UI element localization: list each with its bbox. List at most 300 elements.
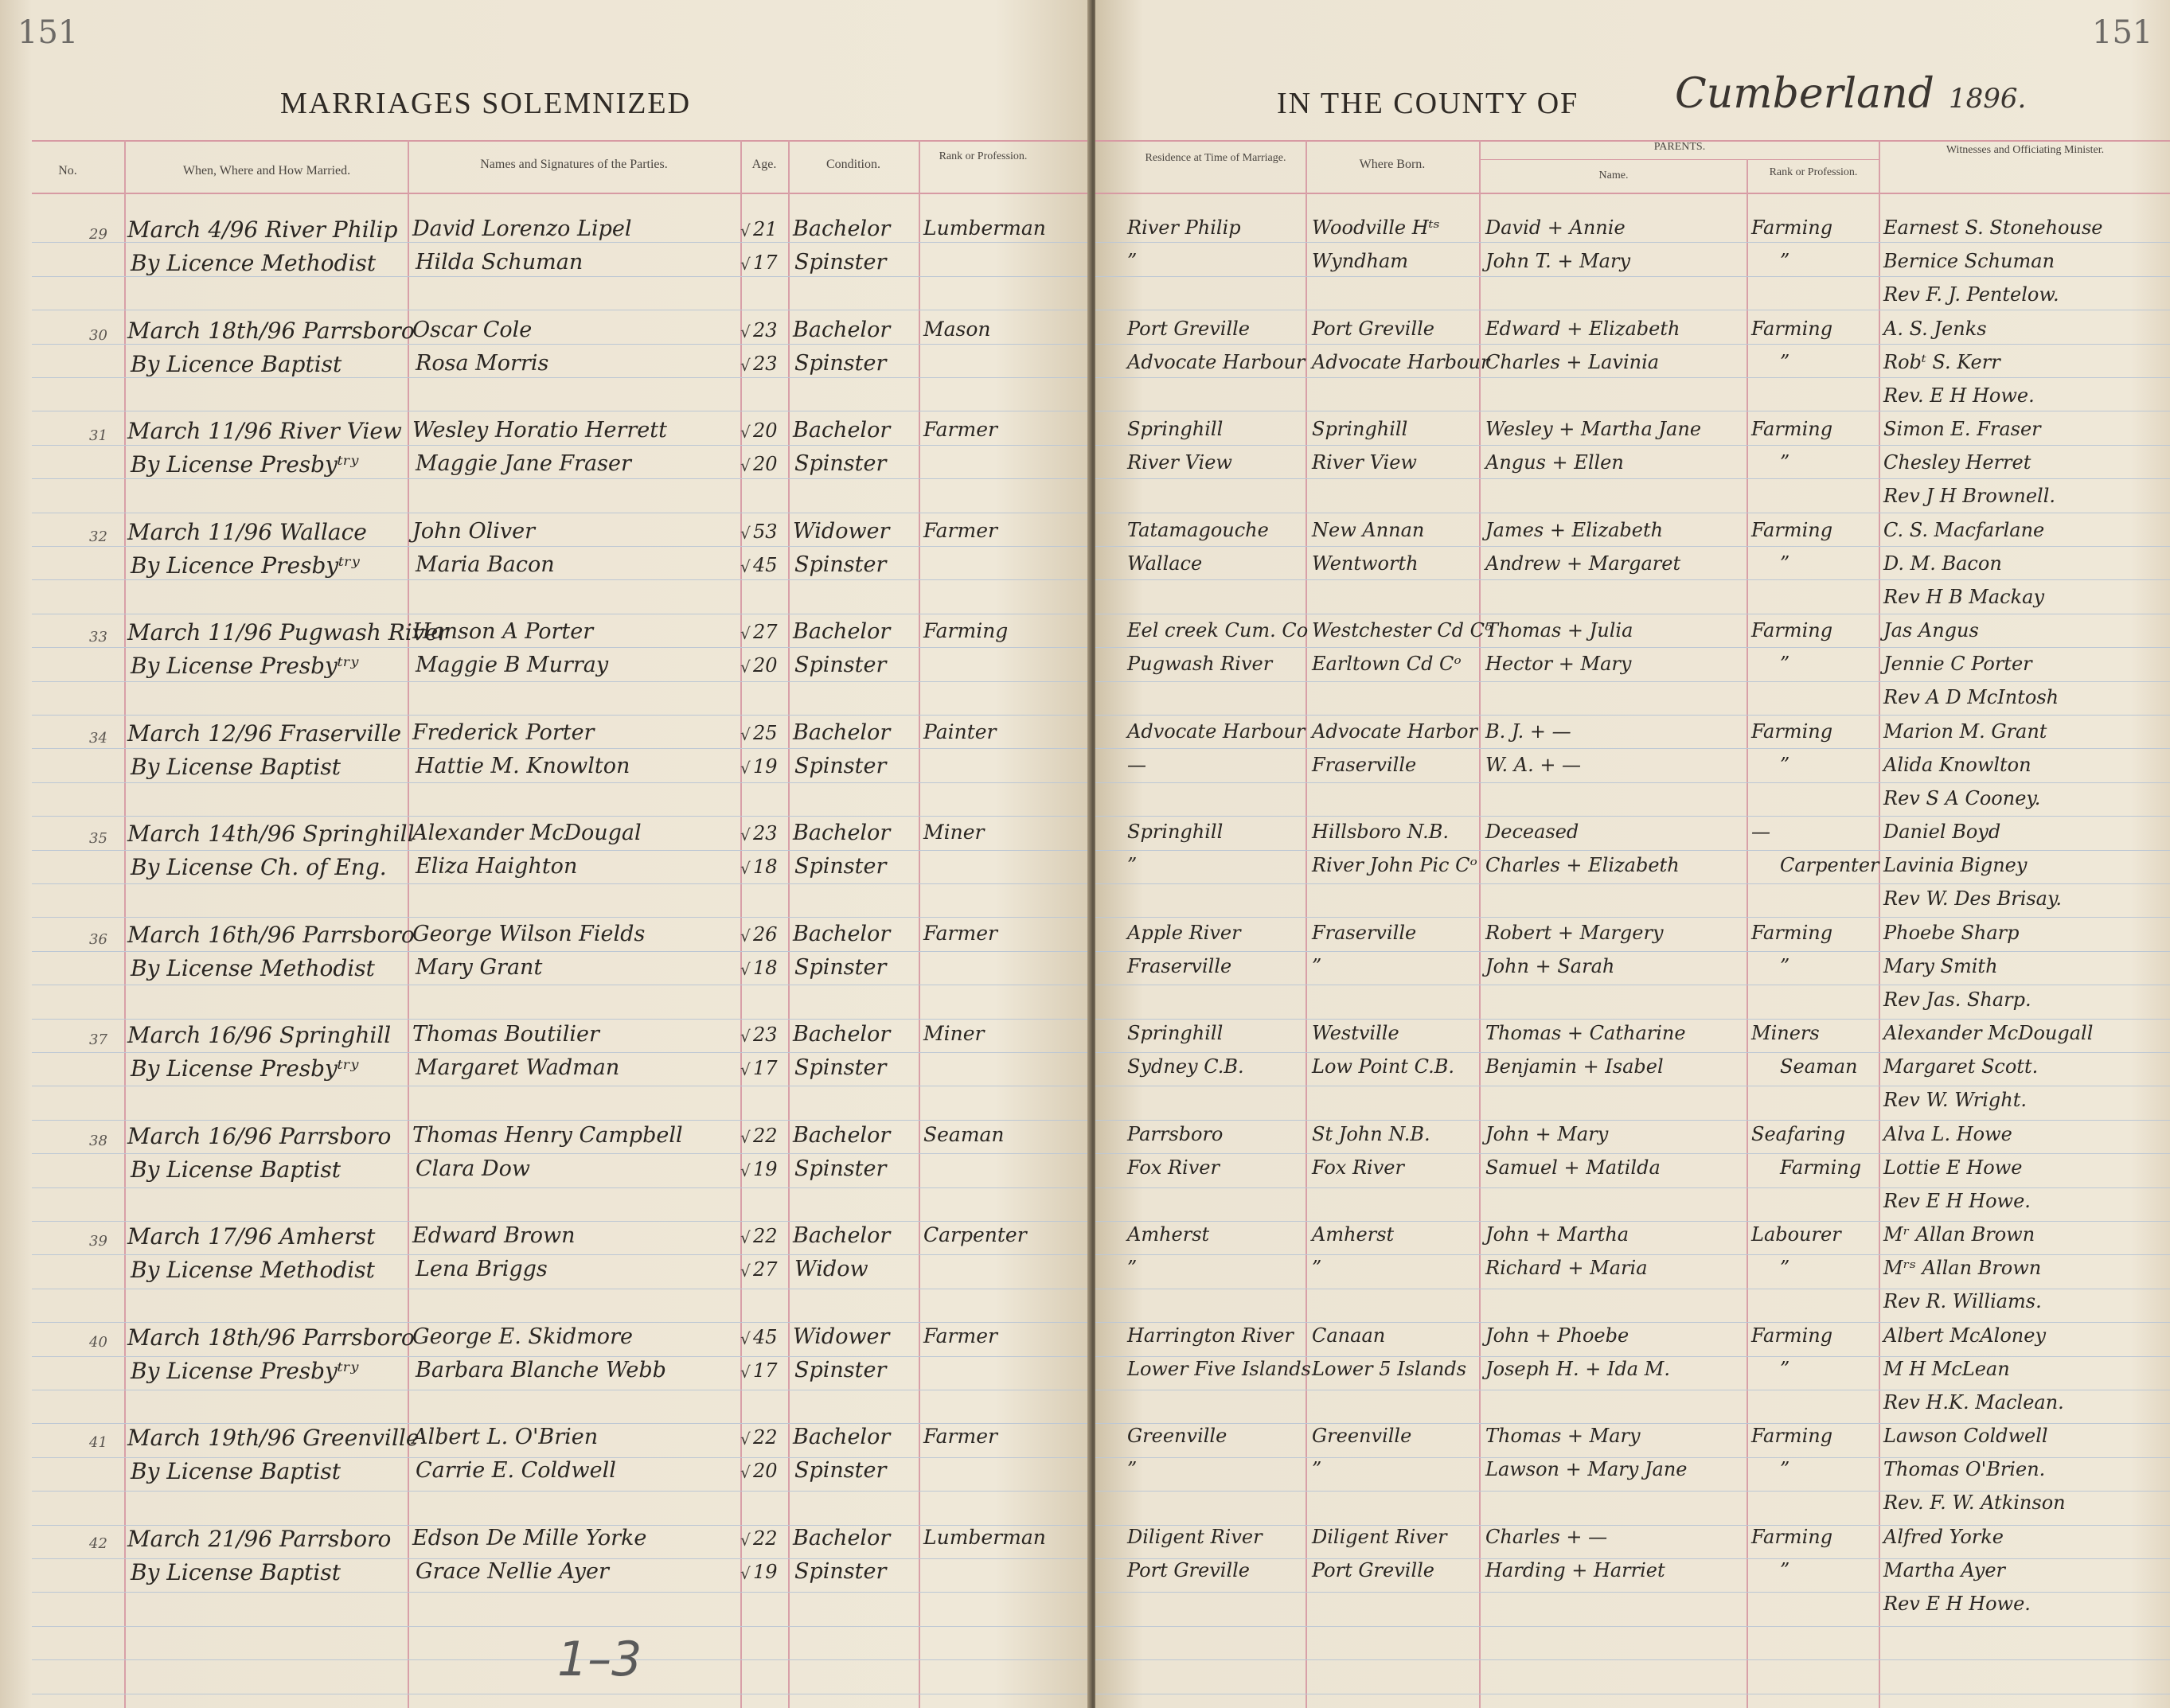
witness-1: Albert McAloney [1883, 1324, 2047, 1347]
parents-rank-bride: ” [1780, 1357, 1790, 1380]
ruled-line [32, 1356, 1091, 1357]
parents-rank-bride: ” [1780, 552, 1790, 575]
groom-condition: Bachelor [793, 1022, 891, 1047]
page-number-right: 151 [2092, 14, 2153, 51]
birthplace-line2: Earltown Cd Cᵒ [1312, 653, 1462, 675]
entry-number: 37 [89, 1031, 107, 1048]
header-no: No. [58, 164, 77, 177]
groom-name: Thomas Henry Campbell [412, 1122, 683, 1148]
parents-bride: Charles + Lavinia [1485, 350, 1660, 373]
residence-line2: Port Greville [1127, 1558, 1251, 1581]
entry-number: 38 [89, 1132, 107, 1149]
parents-bride: Angus + Ellen [1485, 451, 1624, 474]
bride-age: 17 [753, 1359, 778, 1382]
page-number-left: 151 [18, 14, 79, 51]
officiating-minister: Rev H B Mackay [1883, 585, 2045, 608]
birthplace-line2: Advocate Harbour [1312, 350, 1490, 373]
witness-2: D. M. Bacon [1883, 552, 2002, 575]
ruled-line [32, 850, 1091, 851]
birthplace-line2: Low Point C.B. [1312, 1055, 1454, 1078]
parents-rank-groom: Farming [1751, 619, 1833, 641]
residence-line1: Advocate Harbour [1127, 719, 1306, 743]
entry-number: 30 [89, 326, 107, 344]
ruled-line [1095, 344, 2170, 345]
groom-age: 22 [753, 1225, 778, 1247]
groom-name: John Oliver [412, 518, 535, 544]
when-where-line1: March 11/96 Wallace [127, 518, 367, 545]
bride-condition: Spinster [794, 350, 887, 376]
bride-age: 17 [753, 1057, 778, 1079]
residence-line2: River View [1127, 451, 1232, 474]
residence-line1: Amherst [1127, 1223, 1210, 1246]
ruled-line [32, 1052, 1091, 1053]
header-rule-bottom [1095, 193, 2170, 194]
age-tick: √ [740, 1060, 751, 1079]
parents-rank-groom: Farming [1751, 418, 1833, 440]
bride-condition: Spinster [794, 1055, 887, 1080]
parents-rank-groom: Farming [1751, 1425, 1833, 1447]
pencil-note: 1–3 [557, 1632, 642, 1687]
when-where-line2: By License Baptist [131, 1156, 341, 1183]
groom-name: Alexander McDougal [412, 821, 642, 845]
groom-name: George Wilson Fields [412, 921, 646, 946]
when-where-line2: By License Baptist [131, 1558, 341, 1585]
parents-subrule [1481, 159, 1879, 160]
residence-line1: Springhill [1127, 821, 1224, 843]
groom-name: Hanson A Porter [412, 619, 594, 644]
ruled-line [1095, 1120, 2170, 1121]
parents-groom: John + Mary [1485, 1122, 1609, 1145]
header-when-where: When, Where and How Married. [182, 164, 351, 177]
officiating-minister: Rev S A Cooney. [1883, 786, 2041, 809]
ruled-line [32, 1254, 1091, 1255]
residence-line2: ” [1127, 1458, 1138, 1480]
bride-condition: Spinster [794, 854, 887, 879]
parents-bride: W. A. + — [1485, 753, 1582, 776]
witness-1: Marion M. Grant [1883, 719, 2047, 743]
age-tick: √ [740, 1127, 751, 1147]
age-tick: √ [740, 1429, 751, 1449]
age-tick: √ [740, 624, 751, 643]
ruled-line [32, 1153, 1091, 1154]
ruled-line [32, 579, 1091, 580]
parents-rank-bride: ” [1780, 1558, 1790, 1581]
when-where-line2: By License Baptist [131, 753, 341, 780]
groom-age: 23 [753, 1024, 778, 1046]
residence-line1: Tatamagouche [1127, 518, 1269, 541]
ruled-line [32, 647, 1091, 648]
witness-2: M H McLean [1883, 1357, 2010, 1380]
witness-1: Earnest S. Stonehouse [1883, 216, 2103, 239]
groom-name: Frederick Porter [412, 719, 595, 745]
bride-condition: Spinster [794, 250, 887, 275]
parents-rank-bride: ” [1780, 653, 1790, 675]
birthplace-line2: Wyndham [1312, 250, 1409, 272]
birthplace-line1: Westville [1312, 1022, 1399, 1044]
birthplace-line1: Greenville [1312, 1425, 1412, 1447]
groom-name: George E. Skidmore [412, 1324, 633, 1349]
bride-condition: Spinster [794, 451, 887, 476]
age-tick: √ [740, 1262, 751, 1281]
residence-line2: Sydney C.B. [1127, 1055, 1244, 1078]
bride-condition: Spinster [794, 1558, 887, 1584]
groom-condition: Bachelor [793, 216, 891, 241]
ruled-line [1095, 1356, 2170, 1357]
header-parents-name: Name. [1598, 170, 1629, 181]
residence-line1: Diligent River [1127, 1525, 1263, 1548]
ruled-line [1095, 1221, 2170, 1222]
residence-line2: Pugwash River [1127, 653, 1273, 675]
ruled-line [1095, 782, 2170, 783]
bride-condition: Spinster [794, 552, 887, 577]
groom-name: Albert L. O'Brien [412, 1425, 599, 1449]
birthplace-line1: St John N.B. [1312, 1122, 1430, 1145]
ruled-line [1095, 951, 2170, 952]
ruled-line [1095, 1187, 2170, 1188]
groom-name: Wesley Horatio Herrett [412, 418, 667, 443]
groom-rank: Carpenter [923, 1223, 1027, 1246]
officiating-minister: Rev W. Wright. [1883, 1089, 2028, 1111]
bride-name: Grace Nellie Ayer [416, 1558, 609, 1584]
groom-condition: Bachelor [793, 921, 891, 946]
parents-bride: Andrew + Margaret [1485, 552, 1681, 575]
age-tick: √ [740, 1362, 751, 1382]
entry-number: 31 [89, 427, 107, 444]
ruled-line [1095, 1659, 2170, 1660]
groom-condition: Bachelor [793, 719, 891, 745]
parents-groom: Thomas + Mary [1485, 1425, 1641, 1447]
witness-2: Martha Ayer [1883, 1558, 2005, 1581]
groom-rank: Farmer [923, 1324, 997, 1347]
age-tick: √ [740, 255, 751, 274]
bride-condition: Spinster [794, 1156, 887, 1181]
groom-age: 21 [753, 218, 778, 240]
birthplace-line1: Woodville Hᵗˢ [1312, 216, 1440, 239]
age-tick: √ [740, 758, 751, 778]
col-divider [1879, 140, 1880, 1708]
ruled-line [1095, 579, 2170, 580]
header-rank: Rank or Profession. [939, 150, 1028, 162]
parents-rank-groom: Farming [1751, 1525, 1833, 1548]
birthplace-line1: Hillsboro N.B. [1312, 821, 1449, 843]
witness-2: Mary Smith [1883, 954, 1998, 977]
groom-age: 25 [753, 721, 778, 744]
ruled-line [1095, 377, 2170, 378]
bride-name: Margaret Wadman [416, 1055, 620, 1080]
when-where-line1: March 16/96 Springhill [127, 1022, 392, 1048]
ruled-line [32, 1187, 1091, 1188]
groom-age: 20 [753, 419, 778, 442]
bride-age: 17 [753, 252, 778, 274]
birthplace-line2: Lower 5 Islands [1312, 1357, 1467, 1380]
ruled-line [1095, 1052, 2170, 1053]
ruled-line [1095, 850, 2170, 851]
header-condition: Condition. [825, 158, 880, 171]
groom-age: 22 [753, 1426, 778, 1449]
parents-groom: Deceased [1485, 821, 1579, 843]
age-tick: √ [740, 355, 751, 375]
groom-condition: Bachelor [793, 1122, 891, 1148]
parents-groom: Thomas + Catharine [1485, 1022, 1686, 1044]
groom-rank: Lumberman [923, 216, 1046, 240]
parents-groom: John + Martha [1485, 1223, 1629, 1246]
groom-rank: Miner [923, 821, 985, 844]
bride-name: Maggie B Murray [416, 653, 609, 677]
age-tick: √ [740, 1530, 751, 1550]
witness-1: Daniel Boyd [1883, 821, 2001, 843]
ruled-line [1095, 816, 2170, 817]
parents-rank-groom: Labourer [1751, 1223, 1841, 1246]
groom-name: Edson De Mille Yorke [412, 1525, 647, 1550]
officiating-minister: Rev H.K. Maclean. [1883, 1390, 2064, 1414]
header-parents: PARENTS. [1653, 141, 1706, 153]
ruled-line [1095, 647, 2170, 648]
birthplace-line1: Amherst [1312, 1223, 1395, 1246]
header-rule-bottom [32, 193, 1091, 194]
parents-rank-groom: Farming [1751, 518, 1833, 541]
when-where-line2: By License Ch. of Eng. [131, 854, 387, 880]
header-age: Age. [751, 158, 777, 171]
page-title-right: IN THE COUNTY OF [1277, 87, 1579, 120]
ruled-line [32, 883, 1091, 884]
right-page [1095, 0, 2170, 1708]
ruled-line [1095, 715, 2170, 716]
residence-line2: ” [1127, 854, 1138, 876]
groom-age: 26 [753, 922, 778, 946]
parents-rank-bride: Seaman [1780, 1055, 1858, 1078]
bride-age: 20 [753, 1460, 778, 1482]
when-where-line1: March 18th/96 Parrsboro [127, 317, 415, 344]
residence-line1: Greenville [1127, 1425, 1227, 1447]
entry-number: 29 [89, 226, 107, 243]
col-divider [788, 140, 790, 1708]
bride-condition: Spinster [794, 954, 887, 980]
when-where-line2: By Licence Baptist [131, 350, 342, 377]
when-where-line1: March 14th/96 Springhill [127, 821, 415, 847]
groom-age: 23 [753, 822, 778, 844]
bride-name: Eliza Haighton [416, 854, 578, 879]
residence-line1: Apple River [1127, 921, 1241, 944]
groom-name: David Lorenzo Lipel [412, 216, 632, 241]
ruled-line [32, 1626, 1091, 1627]
ruled-line [1095, 681, 2170, 682]
ruled-line [32, 377, 1091, 378]
ruled-line [1095, 546, 2170, 547]
parents-rank-bride: ” [1780, 1257, 1790, 1279]
parents-rank-groom: — [1751, 821, 1770, 843]
groom-age: 53 [753, 520, 778, 543]
ruled-line [32, 782, 1091, 783]
officiating-minister: Rev F. J. Pentelow. [1883, 283, 2059, 306]
parents-groom: James + Elizabeth [1485, 518, 1664, 541]
age-tick: √ [740, 556, 751, 576]
residence-line1: Port Greville [1127, 317, 1251, 340]
parents-bride: Hector + Mary [1485, 653, 1632, 675]
parents-rank-bride: ” [1780, 954, 1790, 977]
when-where-line2: By Licence Presbyᵗʳʸ [131, 552, 360, 579]
age-tick: √ [740, 221, 751, 240]
age-tick: √ [740, 322, 751, 341]
ruled-line [32, 681, 1091, 682]
witness-2: Thomas O'Brien. [1883, 1458, 2046, 1480]
groom-condition: Widower [793, 518, 890, 544]
bride-name: Hilda Schuman [416, 250, 583, 275]
age-tick: √ [740, 959, 751, 979]
header-residence: Residence at Time of Marriage. [1145, 152, 1286, 164]
bride-age: 20 [753, 654, 778, 677]
residence-line1: Springhill [1127, 418, 1224, 440]
age-tick: √ [740, 423, 751, 442]
groom-rank: Seaman [923, 1122, 1005, 1146]
parents-rank-bride: ” [1780, 753, 1790, 776]
residence-line2: ” [1127, 1257, 1138, 1279]
birthplace-line2: ” [1312, 1257, 1322, 1279]
ruled-line [32, 344, 1091, 345]
groom-rank: Farmer [923, 418, 997, 441]
parents-rank-groom: Miners [1751, 1022, 1820, 1044]
entry-number: 32 [89, 528, 107, 545]
residence-line2: — [1127, 753, 1146, 776]
parents-bride: Charles + Elizabeth [1485, 854, 1680, 876]
witness-1: Alva L. Howe [1883, 1122, 2012, 1145]
parents-rank-bride: Farming [1780, 1156, 1862, 1179]
entry-number: 34 [89, 729, 107, 747]
age-tick: √ [740, 825, 751, 844]
witness-2: Lottie E Howe [1883, 1156, 2023, 1179]
ruled-line [1095, 478, 2170, 479]
when-where-line1: March 17/96 Amherst [127, 1223, 376, 1250]
when-where-line1: March 19th/96 Greenville [127, 1425, 420, 1451]
birthplace-line1: New Annan [1312, 518, 1425, 541]
groom-rank: Farmer [923, 518, 997, 542]
ruled-line [32, 1120, 1091, 1121]
groom-condition: Bachelor [793, 418, 891, 443]
bride-condition: Spinster [794, 1458, 887, 1483]
ruled-line [32, 816, 1091, 817]
birthplace-line2: ” [1312, 954, 1322, 977]
officiating-minister: Rev Jas. Sharp. [1883, 988, 2031, 1011]
officiating-minister: Rev E H Howe. [1883, 1189, 2031, 1212]
groom-age: 45 [753, 1325, 778, 1348]
witness-2: Mʳˢ Allan Brown [1883, 1257, 2042, 1279]
birthplace-line1: Port Greville [1312, 317, 1435, 340]
witness-2: Robᵗ S. Kerr [1883, 350, 2000, 373]
bride-condition: Spinster [794, 753, 887, 778]
col-divider [124, 140, 126, 1708]
bride-age: 19 [753, 755, 778, 778]
groom-rank: Mason [923, 317, 991, 341]
entry-number: 33 [89, 629, 107, 645]
bride-name: Barbara Blanche Webb [416, 1357, 666, 1382]
when-where-line1: March 16/96 Parrsboro [127, 1122, 392, 1149]
ruled-line [32, 478, 1091, 479]
entry-number: 41 [89, 1434, 107, 1451]
bride-age: 18 [753, 856, 778, 878]
when-where-line1: March 18th/96 Parrsboro [127, 1324, 415, 1351]
ruled-line [1095, 1322, 2170, 1323]
age-tick: √ [740, 523, 751, 543]
groom-condition: Bachelor [793, 619, 891, 644]
parents-rank-groom: Farming [1751, 921, 1833, 944]
ruled-line [1095, 1153, 2170, 1154]
birthplace-line1: Springhill [1312, 418, 1408, 440]
ruled-line [32, 715, 1091, 716]
ruled-line [32, 1221, 1091, 1222]
residence-line2: Fraserville [1127, 954, 1232, 977]
entry-number: 36 [89, 930, 107, 948]
when-where-line2: By License Baptist [131, 1458, 341, 1484]
bride-name: Rosa Morris [416, 350, 549, 376]
bride-name: Carrie E. Coldwell [416, 1458, 616, 1483]
bride-age: 23 [753, 352, 778, 375]
parents-rank-bride: ” [1780, 1458, 1790, 1480]
groom-rank: Farmer [923, 921, 997, 945]
ruled-line [1095, 445, 2170, 446]
parents-groom: Wesley + Martha Jane [1485, 418, 1702, 440]
parents-groom: B. J. + — [1485, 719, 1571, 743]
bride-age: 19 [753, 1560, 778, 1583]
ruled-line [1095, 917, 2170, 918]
groom-condition: Widower [793, 1324, 890, 1349]
birthplace-line2: Wentworth [1312, 552, 1419, 575]
birthplace-line2: Fraserville [1312, 753, 1417, 776]
parents-bride: Joseph H. + Ida M. [1485, 1357, 1670, 1380]
parents-bride: Richard + Maria [1485, 1257, 1648, 1279]
parents-rank-groom: Farming [1751, 1324, 1833, 1347]
ruled-line [32, 1491, 1091, 1492]
bride-name: Lena Briggs [416, 1257, 548, 1281]
bride-name: Clara Dow [416, 1156, 530, 1181]
witness-1: C. S. Macfarlane [1883, 518, 2045, 541]
parents-rank-bride: ” [1780, 451, 1790, 474]
when-where-line1: March 21/96 Parrsboro [127, 1525, 392, 1552]
birthplace-line1: Diligent River [1312, 1525, 1447, 1548]
age-tick: √ [740, 1328, 751, 1348]
officiating-minister: Rev. E H Howe. [1883, 384, 2035, 407]
bride-age: 45 [753, 553, 778, 576]
groom-name: Edward Brown [412, 1223, 576, 1248]
ruled-line [1095, 748, 2170, 749]
when-where-line1: March 11/96 Pugwash River [127, 619, 449, 645]
birthplace-line1: Canaan [1312, 1324, 1386, 1347]
birthplace-line2: ” [1312, 1458, 1322, 1480]
parents-rank-bride: ” [1780, 250, 1790, 272]
birthplace-line1: Advocate Harbor [1312, 719, 1477, 743]
ruled-line [1095, 276, 2170, 277]
bride-age: 19 [753, 1157, 778, 1180]
ruled-line [1095, 242, 2170, 243]
groom-condition: Bachelor [793, 317, 891, 342]
residence-line2: Fox River [1127, 1156, 1220, 1179]
residence-line1: Eel creek Cum. Co [1127, 619, 1309, 641]
birthplace-line2: Port Greville [1312, 1558, 1435, 1581]
parents-bride: John + Sarah [1485, 954, 1615, 977]
ruled-line [32, 951, 1091, 952]
age-tick: √ [740, 926, 751, 946]
bride-name: Maggie Jane Fraser [416, 451, 631, 476]
officiating-minister: Rev W. Des Brisay. [1883, 887, 2062, 910]
residence-line2: Wallace [1127, 552, 1203, 575]
groom-condition: Bachelor [793, 1425, 891, 1449]
bride-name: Hattie M. Knowlton [416, 753, 630, 778]
entry-number: 39 [89, 1233, 107, 1250]
age-tick: √ [740, 657, 751, 677]
page-title-left: MARRIAGES SOLEMNIZED [280, 87, 692, 120]
bride-name: Maria Bacon [416, 552, 555, 577]
residence-line2: Lower Five Islands [1127, 1357, 1311, 1380]
header-parents-rank: Rank or Profession. [1769, 166, 1858, 178]
bride-condition: Spinster [794, 653, 887, 677]
